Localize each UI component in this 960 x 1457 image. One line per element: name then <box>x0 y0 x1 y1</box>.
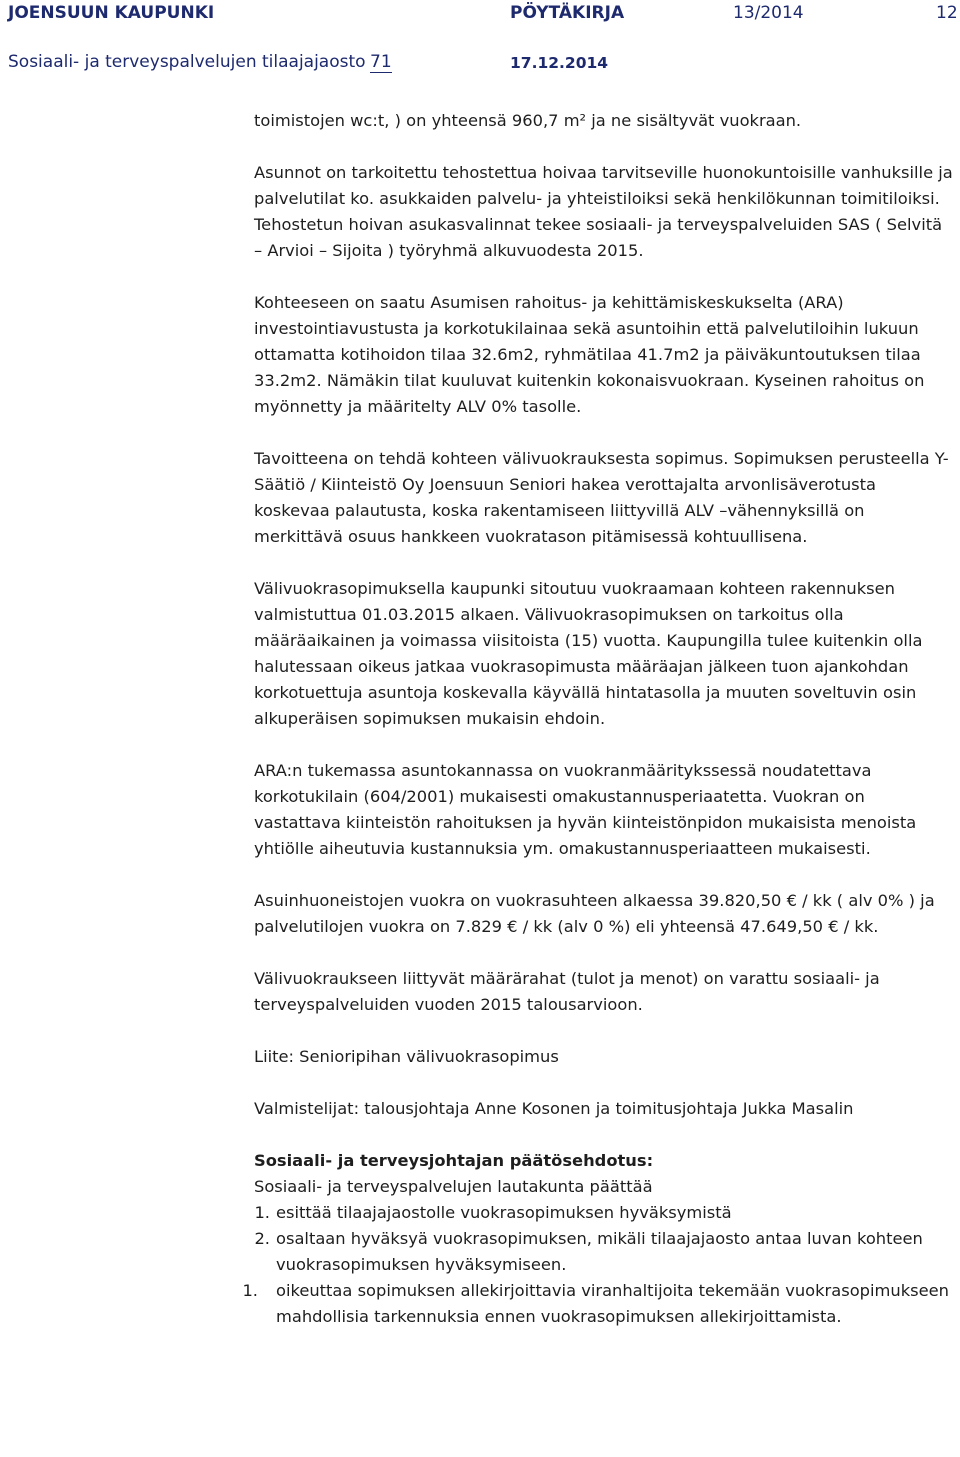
paragraph: Kohteeseen on saatu Asumisen rahoitus- ja kehittämiskeskukselta (ARA) investointiavustusta ja korkotukilainaa sekä asuntoihin että palvelutiloihin lukuun ottamatta kotihoidon tilaa 32.6m2, ryhmätilaa 41.7m2 ja päiväkuntoutuksen tilaa 33.2m2. Nämäkin tilat kuuluvat kuitenkin kokonaisvuokraan. Kyseinen rahoitus on myönnetty ja määritelty ALV 0% tasolle. <box>254 293 925 416</box>
proposal-list <box>242 1200 954 1330</box>
list-item: 2. osaltaan hyväksyä vuokrasopimuksen, mikäli tilaajajaosto antaa luvan kohteen vuokrasopimuksen hyväksymiseen. <box>254 1229 923 1274</box>
preparers-line: Valmistelijat: talousjohtaja Anne Kosonen ja toimitusjohtaja Jukka Masalin <box>254 1099 854 1118</box>
document-number: 13/2014 <box>733 3 804 23</box>
page-number: 12 <box>936 3 958 23</box>
committee-name: Sosiaali- ja terveyspalvelujen tilaajajaosto <box>8 52 366 72</box>
section-number: 71 <box>370 52 392 72</box>
document-type: PÖYTÄKIRJA <box>510 3 625 23</box>
attachment-line: Liite: Senioripihan välivuokrasopimus <box>254 1047 559 1066</box>
paragraph: Asunnot on tarkoitettu tehostettua hoivaa tarvitseville huonokuntoisille vanhuksille ja palvelutilat ko. asukkaiden palvelu- ja yhteistiloiksi sekä henkilökunnan toimitiloiksi. Tehostetun hoivan asukasvalinnat tekee sosiaali- ja terveyspalveluiden SAS ( Selvitä – Arvioi – Sijoita ) työryhmä alkuvuodesta 2015. <box>254 163 953 260</box>
paragraph: Välivuokraukseen liittyvät määrärahat (tulot ja menot) on varattu sosiaali- ja terveyspalveluiden vuoden 2015 talousarvioon. <box>254 969 880 1014</box>
proposal-heading: Sosiaali- ja terveysjohtajan päätösehdotus: <box>254 1151 654 1170</box>
paragraph: Tavoitteena on tehdä kohteen välivuokrauksesta sopimus. Sopimuksen perusteella Y-Säätiö / Kiinteistö Oy Joensuun Seniori hakea verottajalta arvonlisäverotusta koskevaa palautusta, koska rakentamiseen liittyvillä ALV –vähennyksillä on merkittävä osuus hankkeen vuokratason pitämisessä kohtuullisena. <box>254 449 949 546</box>
document-body <box>242 108 954 1330</box>
city-name: JOENSUUN KAUPUNKI <box>8 3 215 23</box>
list-item: 1. esittää tilaajajaostolle vuokrasopimuksen hyväksymistä <box>254 1203 732 1222</box>
meeting-date: 17.12.2014 <box>510 54 609 72</box>
paragraph: toimistojen wc:t, ) on yhteensä 960,7 m² ja ne sisältyvät vuokraan. <box>254 111 802 130</box>
paragraph: ARA:n tukemassa asuntokannassa on vuokranmääritykssessä noudatettava korkotukilain (604/2001) mukaisesti omakustannusperiaatetta. Vuokran on vastattava kiinteistön rahoituksen ja hyvän kiinteistönpidon mukaisista menoista yhtiölle aiheutuvia kustannuksia ym. omakustannusperiaatteen mukaisesti. <box>254 761 917 858</box>
list-item: 1. oikeuttaa sopimuksen allekirjoittavia viranhaltijoita tekemään vuokrasopimukseen mahdollisia tarkennuksia ennen vuokrasopimuksen allekirjoittamista. <box>242 1281 949 1326</box>
paragraph: Välivuokrasopimuksella kaupunki sitoutuu vuokraamaan kohteen rakennuksen valmistuttua 01.03.2015 alkaen. Välivuokrasopimuksen on tarkoitus olla määräaikainen ja voimassa viisitoista (15) vuotta. Kaupungilla tulee kuitenkin olla halutessaan oikeus jatkaa vuokrasopimusta määräajan jälkeen tuon ajankohdan korkotuettuja asuntoja koskevalla käyvällä hintatasolla ja muuten soveltuvin osin alkuperäisen sopimuksen mukaisin ehdoin. <box>254 579 923 728</box>
paragraph: Asuinhuoneistojen vuokra on vuokrasuhteen alkaessa 39.820,50 € / kk ( alv 0% ) ja palvelutilojen vuokra on 7.829 € / kk (alv 0 %) eli yhteensä 47.649,50 € / kk. <box>254 891 935 936</box>
page-header <box>0 0 960 84</box>
proposal-intro: Sosiaali- ja terveyspalvelujen lautakunta päättää <box>254 1177 653 1196</box>
